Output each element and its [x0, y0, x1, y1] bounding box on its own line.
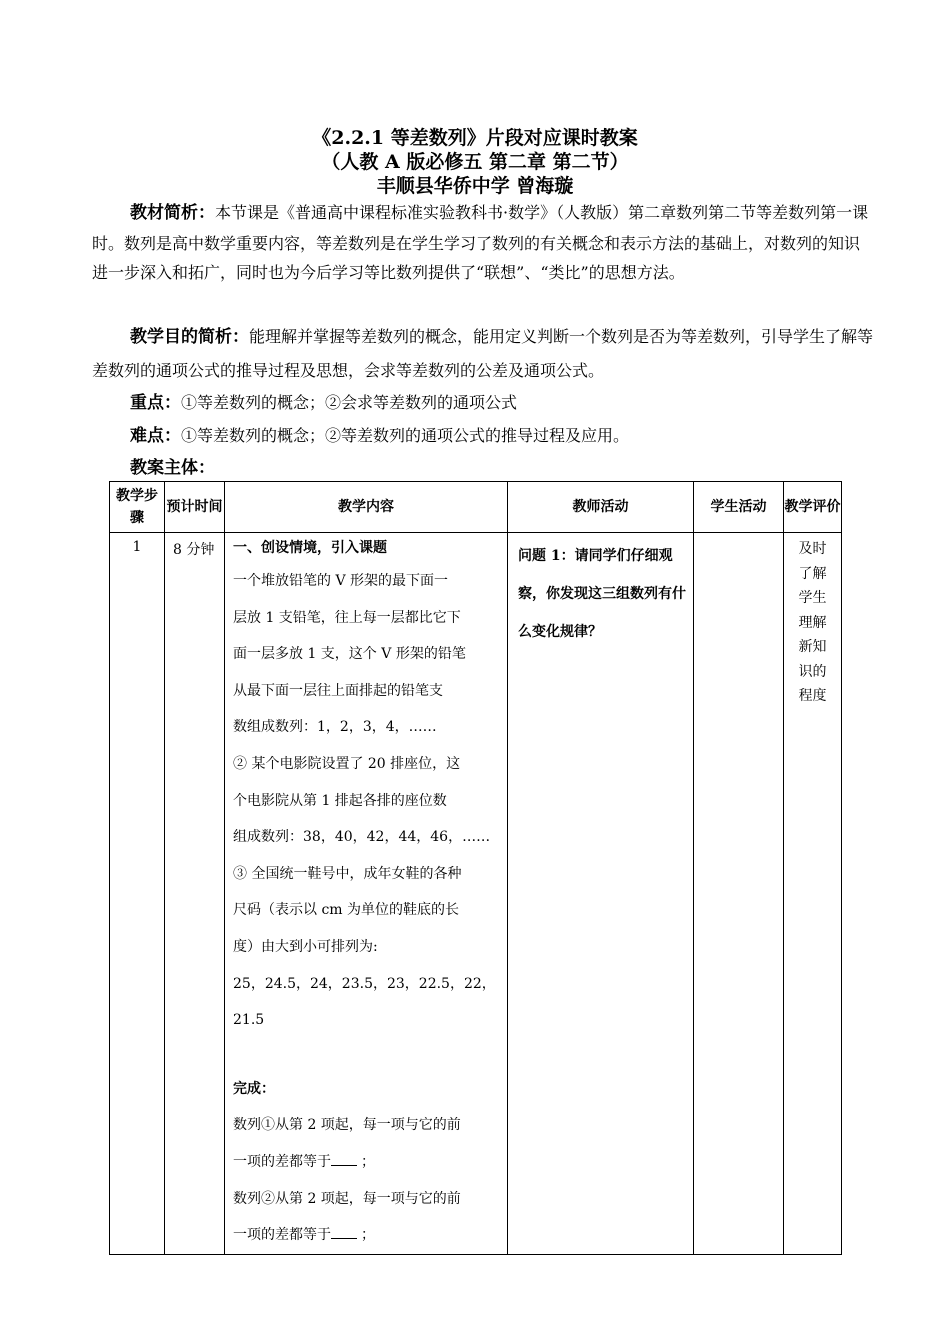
title-line-3: 丰顺县华侨中学 曾海璇 — [376, 175, 574, 197]
header-content: 教学内容 — [225, 482, 508, 533]
materials-text: 本节课是《普通高中课程标准实验教科书·数学》（人教版）第二章数列第二节等差数列第一课时。数列是高中数学重要内容，等差数列是在学生学习了数列的有关概念和表示方法的基础上，对数列的知识进一步深入和拓广，同时也为今后学习等比数列提供了“联想”、“类比”的思想方法。 — [92, 203, 869, 282]
cell-evaluation: 及时了解学生理解新知识的程度 — [784, 533, 842, 1255]
content-line: 一个堆放铅笔的 V 形架的最下面一 — [233, 573, 449, 589]
blank-suffix: ； — [361, 1153, 375, 1170]
content-line: ③ 全国统一鞋号中，成年女鞋的各种 — [233, 865, 462, 882]
materials-label: 教材简析： — [130, 203, 215, 223]
header-step: 教学步骤 — [110, 482, 165, 533]
key-points-text: ①等差数列的概念；②会求等差数列的通项公式 — [181, 393, 518, 412]
content-spacer — [233, 1039, 501, 1071]
blank-suffix: ； — [361, 1227, 375, 1244]
complete-label: 完成： — [233, 1080, 275, 1097]
answer-blank[interactable] — [331, 1164, 357, 1166]
cell-step: 1 — [110, 533, 165, 1255]
content-line: 组成数列：38，40，42，44，46，…… — [233, 829, 491, 846]
complete-text: 一项的差都等于 — [233, 1153, 331, 1170]
lesson-plan-table — [109, 481, 842, 1255]
complete-line: 数列②从第 2 项起，每一项与它的前 — [233, 1190, 461, 1207]
content-line: 25，24.5，24，23.5，23，22.5，22，21.5 — [233, 975, 496, 1029]
content-line: 面一层多放 1 支，这个 V 形架的铅笔 — [233, 646, 466, 663]
content-line: 个电影院从第 1 排起各排的座位数 — [233, 792, 447, 809]
title-line-2: （人教 A 版必修五 第二章 第二节） — [321, 151, 629, 173]
table-header-row — [110, 482, 842, 533]
content-line: 数组成数列：1，2，3，4，…… — [233, 719, 437, 736]
main-body-heading — [92, 453, 874, 483]
key-points-label: 重点： — [130, 393, 181, 413]
complete-line-with-blank — [233, 1217, 501, 1254]
complete-line-with-blank — [233, 1144, 501, 1181]
content-line: 尺码（表示以 cm 为单位的鞋底的长 — [233, 902, 460, 919]
table-row — [110, 533, 842, 1255]
header-time: 预计时间 — [165, 482, 225, 533]
goals-paragraph — [92, 320, 874, 387]
complete-text: 一项的差都等于 — [233, 1227, 331, 1244]
cell-time: 8 分钟 — [165, 533, 225, 1255]
difficulties-text: ①等差数列的概念；②等差数列的通项公式的推导过程及应用。 — [181, 426, 630, 445]
complete-line: 数列①从第 2 项起，每一项与它的前 — [233, 1117, 461, 1134]
cell-teacher-activity: 问题 1：请同学们仔细观察，你发现这三组数列有什么变化规律？ — [508, 533, 694, 1255]
goals-label: 教学目的简析： — [130, 327, 249, 347]
content-line: 度）由大到小可排列为: — [233, 938, 378, 955]
header-teacher-activity: 教师活动 — [508, 482, 694, 533]
key-points-paragraph — [92, 388, 874, 418]
cell-student-activity — [694, 533, 784, 1255]
content-heading: 一、创设情境，引入课题 — [233, 540, 387, 556]
difficulties-paragraph — [92, 421, 874, 451]
content-line: 从最下面一层往上面排起的铅笔支 — [233, 682, 443, 699]
content-line: 层放 1 支铅笔，往上每一层都比它下 — [233, 609, 461, 626]
header-student-activity: 学生活动 — [694, 482, 784, 533]
cell-content — [225, 533, 508, 1255]
difficulties-label: 难点： — [130, 426, 181, 446]
goals-text: 能理解并掌握等差数列的概念，能用定义判断一个数列是否为等差数列，引导学生了解等差数列的通项公式的推导过程及思想，会求等差数列的公差及通项公式。 — [92, 327, 874, 380]
materials-paragraph — [92, 198, 874, 288]
title-line-1: 《2.2.1 等差数列》片段对应课时教案 — [312, 127, 638, 149]
main-body-label: 教案主体： — [130, 458, 215, 478]
content-line: ② 某个电影院设置了 20 排座位，这 — [233, 755, 461, 772]
answer-blank[interactable] — [331, 1237, 357, 1239]
header-evaluation: 教学评价 — [784, 482, 842, 533]
